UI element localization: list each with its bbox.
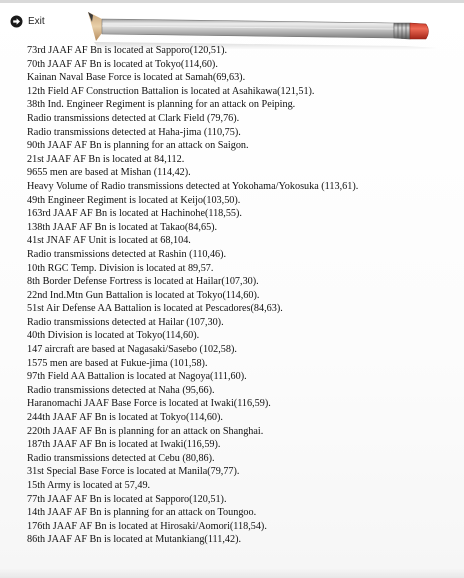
- message-line: Heavy Volume of Radio transmissions detected at Yokohama/Yokosuka (113,61).: [27, 180, 359, 192]
- message-line: 49th Engineer Regiment is located at Keijo(103,50).: [27, 194, 241, 206]
- message-line: 9655 men are based at Mishan (114,42).: [27, 167, 191, 179]
- message-line: 38th Ind. Engineer Regiment is planning for an attack on Peiping.: [27, 99, 296, 111]
- message-line: 163rd JAAF AF Bn is located at Hachinohe(118,55).: [27, 208, 242, 220]
- message-line: 86th JAAF AF Bn is located at Mutankiang(111,42).: [27, 534, 242, 546]
- message-line: 187th JAAF AF Bn is located at Iwaki(116,59).: [27, 439, 221, 451]
- message-line: 10th RGC Temp. Division is located at 89,57.: [27, 262, 214, 274]
- message-line: Radio transmissions detected at Haha-jima (110,75).: [27, 126, 241, 138]
- message-line: 176th JAAF AF Bn is located at Hirosaki/Aomori(118,54).: [27, 520, 267, 532]
- message-line: 12th Field AF Construction Battalion is located at Asahikawa(121,51).: [27, 85, 315, 97]
- message-line: 8th Border Defense Fortress is located at Hailar(107,30).: [27, 276, 259, 288]
- arrow-right-circle-icon: [10, 15, 23, 28]
- message-line: 77th JAAF AF Bn is located at Sapporo(120,51).: [27, 493, 227, 505]
- message-line: 21st JAAF AF Bn is located at 84,112.: [27, 153, 185, 165]
- message-line: 41st JNAF AF Unit is located at 68,104.: [27, 235, 191, 247]
- message-line: Radio transmissions detected at Clark Field (79,76).: [27, 112, 240, 124]
- message-line: 51st Air Defense AA Battalion is located at Pescadores(84,63).: [27, 303, 283, 315]
- message-line: 138th JAAF AF Bn is located at Takao(84,65).: [27, 221, 218, 233]
- message-line: 1575 men are based at Fukue-jima (101,58).: [27, 357, 208, 369]
- exit-button[interactable]: [10, 12, 45, 30]
- exit-label: Exit: [28, 15, 45, 27]
- message-line: Haranomachi JAAF Base Force is located at Iwaki(116,59).: [27, 398, 271, 410]
- message-line: 70th JAAF AF Bn is located at Tokyo(114,60).: [27, 58, 218, 70]
- message-line: Radio transmissions detected at Cebu (80,86).: [27, 452, 215, 464]
- message-line: 220th JAAF AF Bn is planning for an attack on Shanghai.: [27, 425, 264, 437]
- message-line: 90th JAAF AF Bn is planning for an attack on Saigon.: [27, 140, 249, 152]
- message-line: 244th JAAF AF Bn is located at Tokyo(114,60).: [27, 412, 223, 424]
- message-line: 73rd JAAF AF Bn is located at Sapporo(120,51).: [27, 45, 228, 56]
- message-log: [27, 44, 457, 547]
- message-line: 14th JAAF AF Bn is planning for an attack on Toungoo.: [27, 507, 257, 519]
- message-line: 15th Army is located at 57,49.: [27, 480, 151, 491]
- message-line: 97th Field AA Battalion is located at Nagoya(111,60).: [27, 371, 247, 383]
- message-line: Kainan Naval Base Force is located at Samah(69,63).: [27, 72, 246, 84]
- message-line: 40th Division is located at Tokyo(114,60).: [27, 330, 200, 342]
- message-line: 31st Special Base Force is located at Manila(79,77).: [27, 466, 240, 478]
- top-edge: [0, 0, 464, 3]
- message-line: 22nd Ind.Mtn Gun Battalion is located at Tokyo(114,60).: [27, 289, 260, 301]
- message-line: Radio transmissions detected at Naha (95,66).: [27, 384, 215, 396]
- message-line: Radio transmissions detected at Hailar (107,30).: [27, 316, 224, 328]
- bottom-shadow: [0, 568, 464, 578]
- message-line: 147 aircraft are based at Nagasaki/Sasebo (102,58).: [27, 344, 237, 356]
- message-line: Radio transmissions detected at Rashin (110,46).: [27, 248, 227, 260]
